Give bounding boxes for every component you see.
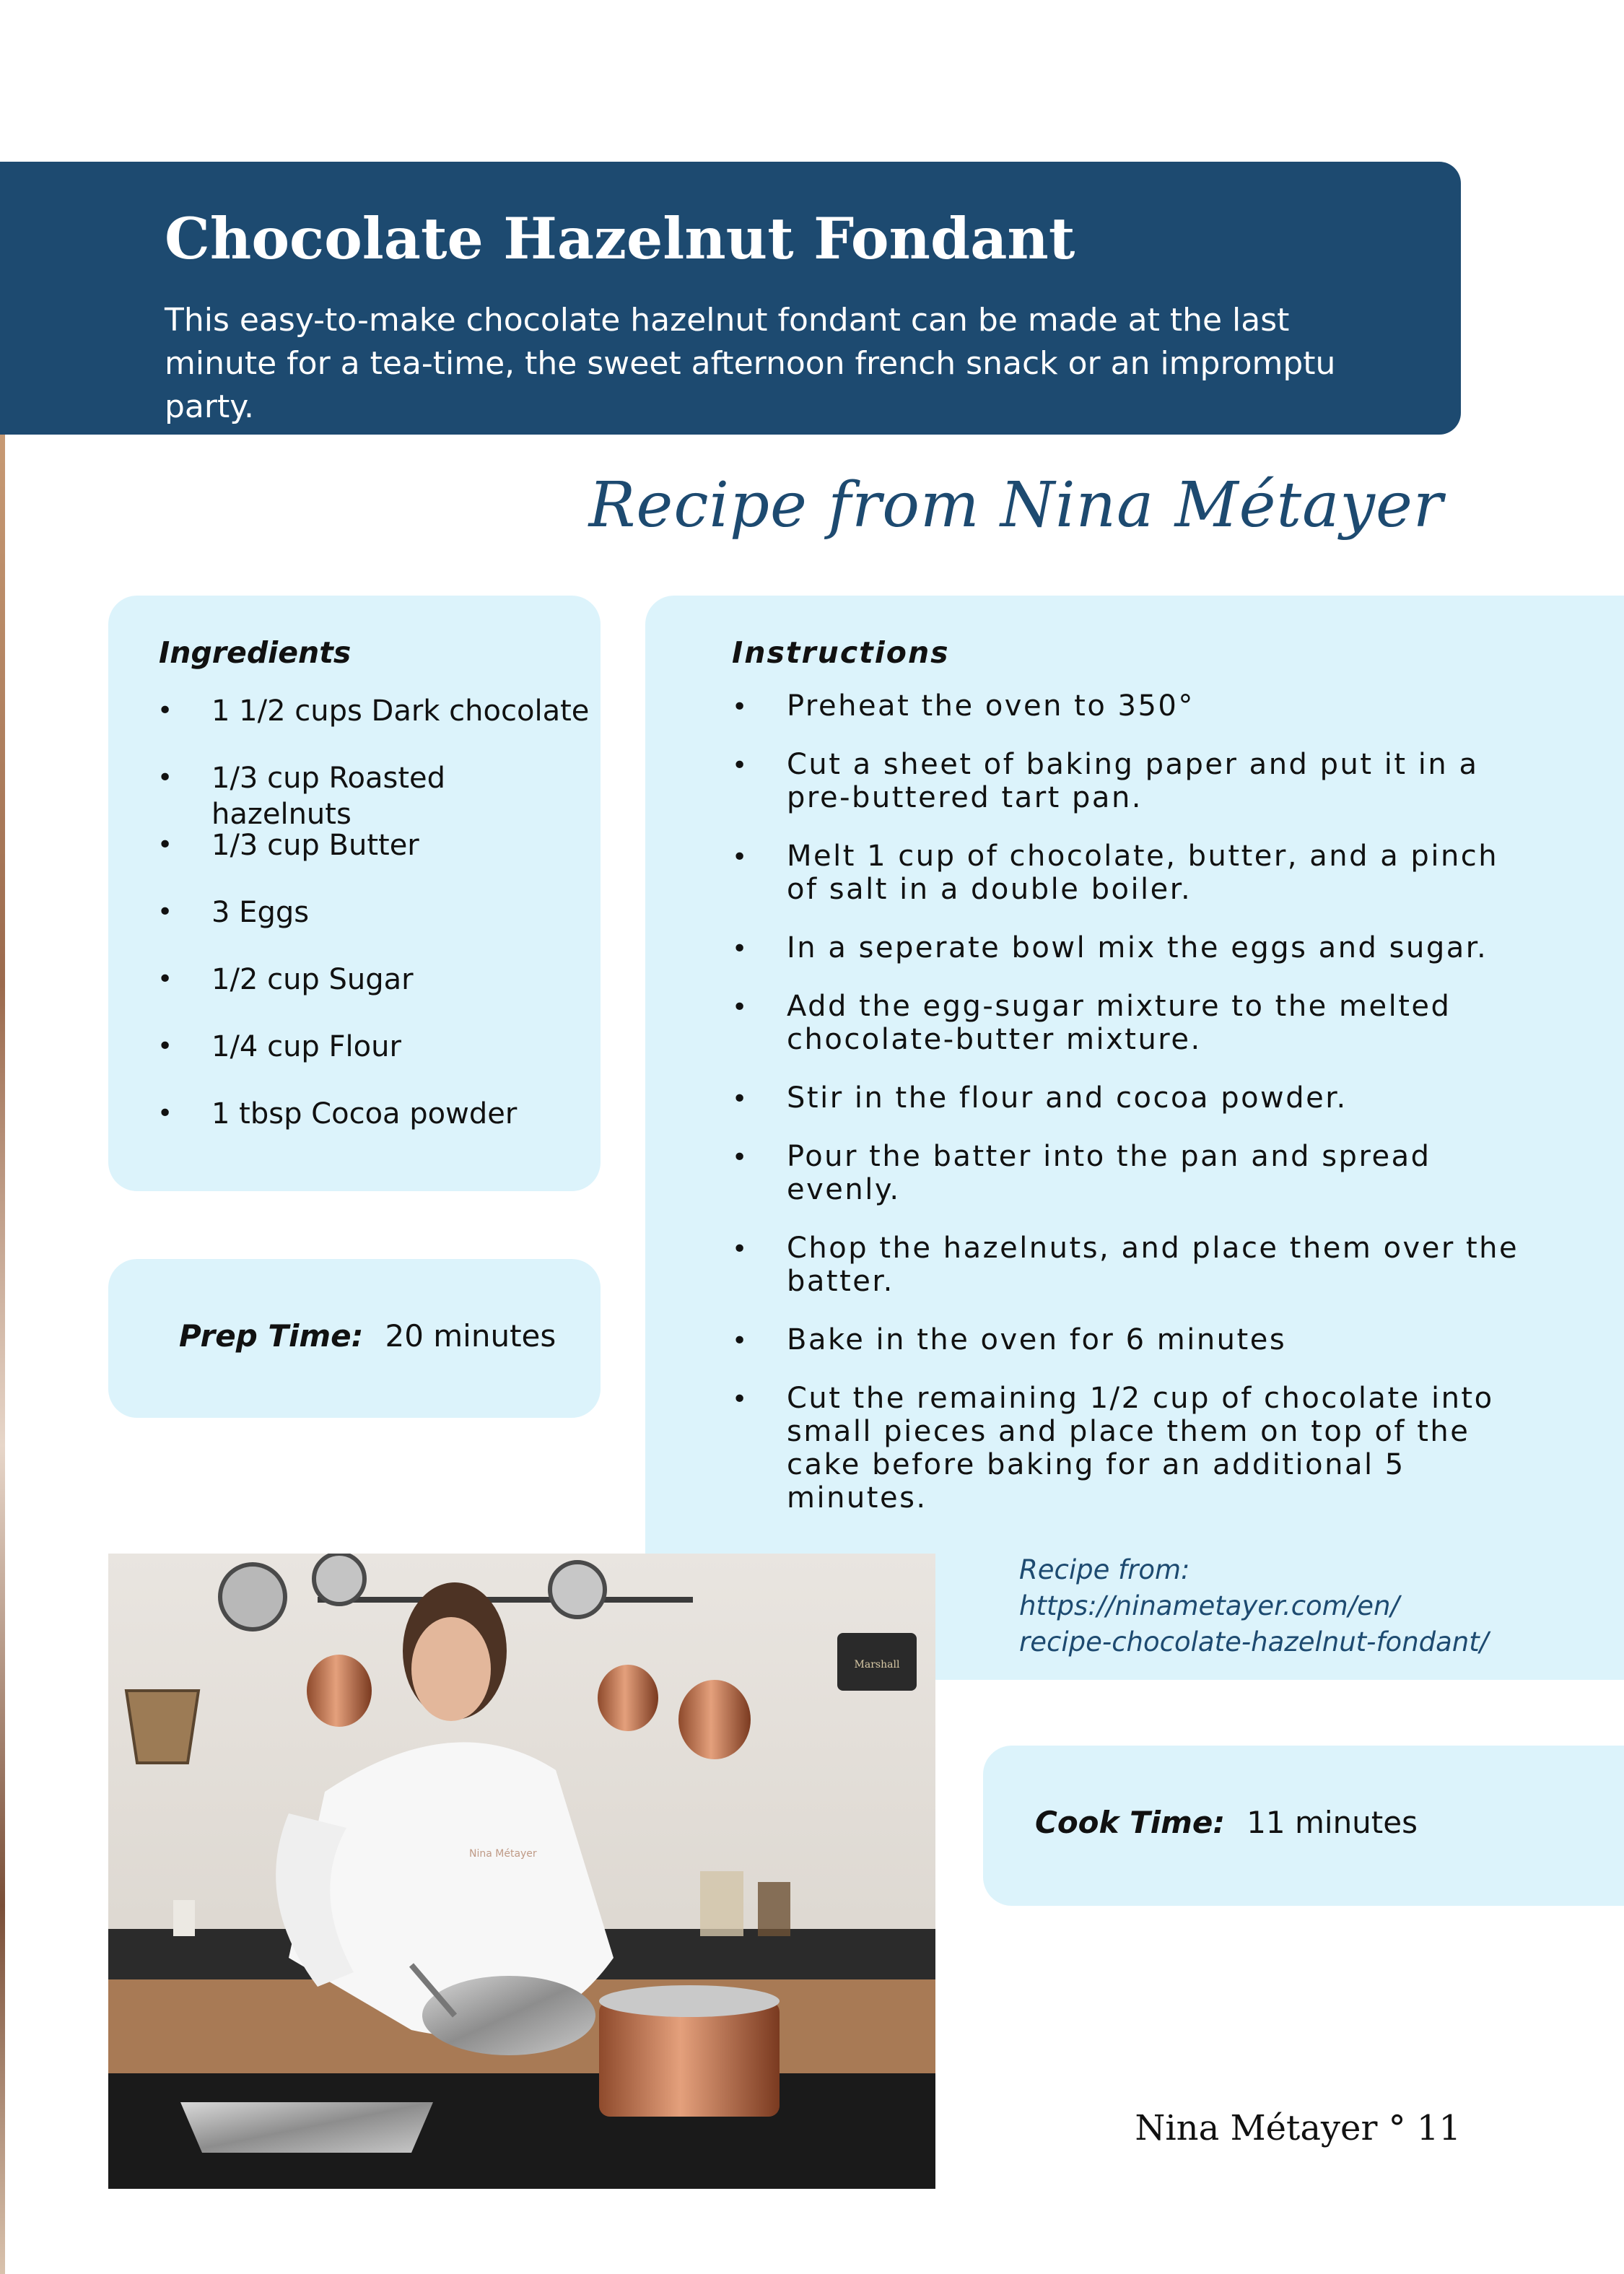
prep-time-label: Prep Time: [179, 1318, 364, 1354]
recipe-author-subtitle: Recipe from Nina Métayer [588, 469, 1444, 541]
instruction-step: • Chop the hazelnuts, and place them over the batter. [732, 1232, 1540, 1298]
ingredient-item: • 3 Eggs [157, 894, 590, 962]
ingredients-card [108, 596, 601, 1191]
left-edge-photo-strip [0, 433, 5, 2274]
cook-time-card [983, 1746, 1624, 1906]
apron-text: Nina Métayer [469, 1848, 537, 1860]
instruction-step: • Preheat the oven to 350° [732, 689, 1540, 723]
title-banner [0, 162, 1461, 435]
instruction-step: • Add the egg-sugar mixture to the melted chocolate-butter mixture. [732, 990, 1540, 1056]
prep-time-value: 20 minutes [385, 1318, 556, 1354]
source-line-2: recipe-chocolate-hazelnut-fondant/ [1019, 1626, 1489, 1657]
instruction-step: • In a seperate bowl mix the eggs and sugar. [732, 931, 1540, 964]
recipe-description: This easy-to-make chocolate hazelnut fondant can be made at the last minute for a tea-time, the sweet afternoon french snack or an impromptu party. [165, 302, 1336, 425]
ingredient-item: • 1/3 cup Roasted hazelnuts [157, 760, 590, 827]
instruction-step: • Bake in the oven for 6 minutes [732, 1323, 1540, 1356]
recipe-source-link[interactable] [1019, 1552, 1524, 1660]
instruction-step: • Stir in the flour and cocoa powder. [732, 1081, 1540, 1115]
chef-photo [108, 1554, 935, 2189]
instruction-step: • Pour the batter into the pan and spread evenly. [732, 1140, 1540, 1206]
ingredient-item: • 1 1/2 cups Dark chocolate [157, 693, 590, 760]
cook-time-label: Cook Time: [1035, 1805, 1226, 1840]
ingredient-item: • 1/3 cup Butter [157, 827, 590, 894]
instruction-step: • Melt 1 cup of chocolate, butter, and a pinch of salt in a double boiler. [732, 840, 1540, 906]
page-number: Nina Métayer ° 11 [1135, 2108, 1461, 2148]
cook-time-value: 11 minutes [1247, 1805, 1418, 1840]
ingredients-heading: Ingredients [159, 635, 352, 670]
instructions-card [645, 596, 1624, 1680]
instructions-heading: Instructions [732, 635, 950, 670]
ingredient-item: • 1/2 cup Sugar [157, 962, 590, 1029]
instructions-list [732, 689, 1540, 1540]
speaker-brand-text: Marshall [854, 1659, 900, 1670]
recipe-title: Chocolate Hazelnut Fondant [165, 205, 1075, 272]
source-line-1: Recipe from: https://ninametayer.com/en/ [1019, 1554, 1400, 1621]
instruction-step: • Cut the remaining 1/2 cup of chocolate into small pieces and place them on top of the cake before baking for an additional 5 minutes. [732, 1382, 1540, 1515]
ingredient-item: • 1/4 cup Flour [157, 1029, 590, 1096]
ingredient-item: • 1 tbsp Cocoa powder [157, 1096, 590, 1163]
ingredients-list [157, 693, 590, 1163]
instruction-step: • Cut a sheet of baking paper and put it in a pre-buttered tart pan. [732, 748, 1540, 814]
prep-time-card [108, 1259, 601, 1418]
